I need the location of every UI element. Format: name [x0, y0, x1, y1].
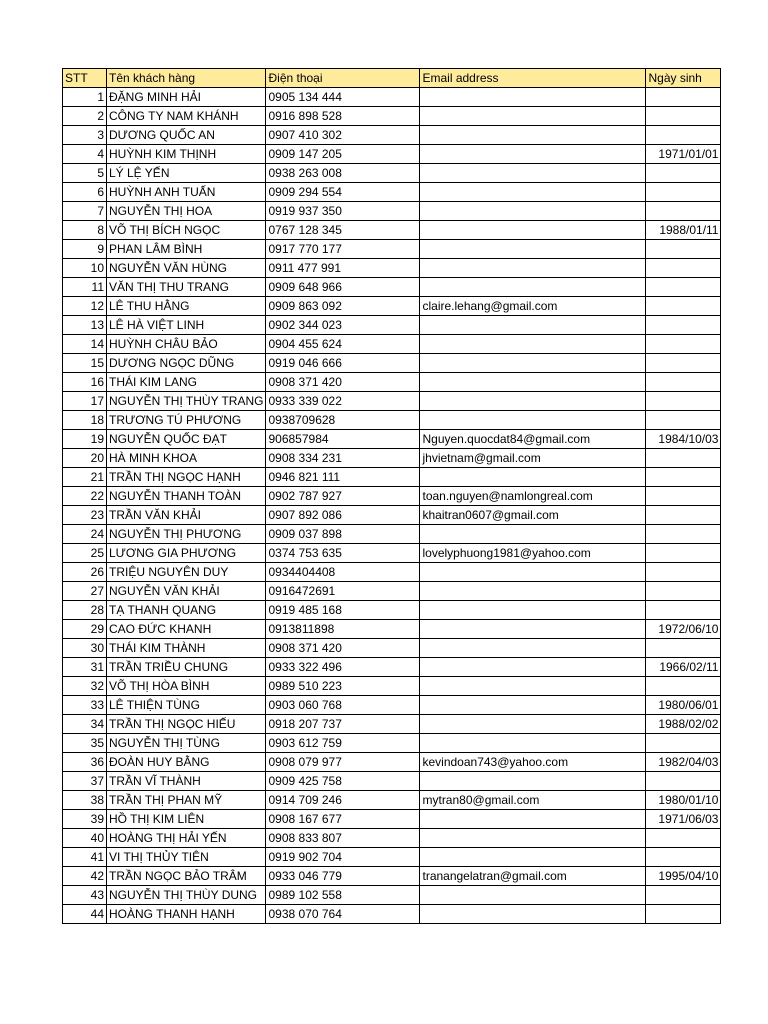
- cell-email[interactable]: [420, 658, 646, 677]
- cell-email[interactable]: [420, 202, 646, 221]
- cell-email[interactable]: [420, 107, 646, 126]
- cell-phone[interactable]: 0934404408: [266, 563, 420, 582]
- cell-stt[interactable]: 32: [63, 677, 107, 696]
- cell-birthdate[interactable]: [646, 107, 721, 126]
- cell-stt[interactable]: 10: [63, 259, 107, 278]
- cell-birthdate[interactable]: [646, 905, 721, 924]
- cell-phone[interactable]: 0908 167 677: [266, 810, 420, 829]
- cell-birthdate[interactable]: [646, 449, 721, 468]
- table-row: [63, 848, 721, 867]
- cell-email[interactable]: mytran80@gmail.com: [420, 791, 646, 810]
- cell-stt[interactable]: 8: [63, 221, 107, 240]
- cell-phone[interactable]: 0908 833 807: [266, 829, 420, 848]
- cell-email[interactable]: [420, 734, 646, 753]
- table-row: [63, 829, 721, 848]
- cell-stt[interactable]: 28: [63, 601, 107, 620]
- cell-birthdate[interactable]: [646, 563, 721, 582]
- cell-phone[interactable]: 0909 648 966: [266, 278, 420, 297]
- cell-stt[interactable]: 19: [63, 430, 107, 449]
- cell-email[interactable]: [420, 620, 646, 639]
- cell-email[interactable]: [420, 259, 646, 278]
- cell-birthdate[interactable]: [646, 411, 721, 430]
- cell-stt[interactable]: 25: [63, 544, 107, 563]
- cell-email[interactable]: tranangelatran@gmail.com: [420, 867, 646, 886]
- table-row: [63, 259, 721, 278]
- header-phone[interactable]: Điện thoại: [266, 69, 420, 88]
- cell-customer-name[interactable]: LƯƠNG GIA PHƯƠNG: [107, 544, 266, 563]
- cell-phone[interactable]: 0917 770 177: [266, 240, 420, 259]
- cell-email[interactable]: [420, 392, 646, 411]
- table-row: [63, 791, 721, 810]
- cell-phone[interactable]: 0904 455 624: [266, 335, 420, 354]
- cell-phone[interactable]: 0919 937 350: [266, 202, 420, 221]
- cell-email[interactable]: [420, 905, 646, 924]
- header-row: [63, 69, 721, 88]
- cell-birthdate[interactable]: [646, 544, 721, 563]
- cell-phone[interactable]: 0907 410 302: [266, 126, 420, 145]
- cell-email[interactable]: [420, 354, 646, 373]
- table-row: [63, 715, 721, 734]
- table-row: [63, 392, 721, 411]
- cell-stt[interactable]: 26: [63, 563, 107, 582]
- cell-phone[interactable]: 0916 898 528: [266, 107, 420, 126]
- table-row: [63, 145, 721, 164]
- cell-phone[interactable]: 0938 263 008: [266, 164, 420, 183]
- cell-stt[interactable]: 1: [63, 88, 107, 107]
- cell-customer-name[interactable]: CAO ĐỨC KHANH: [107, 620, 266, 639]
- cell-birthdate[interactable]: 1988/02/02: [646, 715, 721, 734]
- cell-birthdate[interactable]: [646, 601, 721, 620]
- table-row: [63, 430, 721, 449]
- cell-phone[interactable]: 0919 046 666: [266, 354, 420, 373]
- table-row: [63, 601, 721, 620]
- cell-phone[interactable]: 0946 821 111: [266, 468, 420, 487]
- cell-phone[interactable]: 0909 147 205: [266, 145, 420, 164]
- cell-phone[interactable]: 0913811898: [266, 620, 420, 639]
- cell-customer-name[interactable]: THÁI KIM LANG: [107, 373, 266, 392]
- cell-birthdate[interactable]: [646, 829, 721, 848]
- table-row: [63, 677, 721, 696]
- cell-birthdate[interactable]: [646, 487, 721, 506]
- cell-customer-name[interactable]: NGUYỄN THỊ TÙNG: [107, 734, 266, 753]
- cell-email[interactable]: [420, 848, 646, 867]
- cell-email[interactable]: [420, 886, 646, 905]
- cell-customer-name[interactable]: NGUYỄN THỊ HOA: [107, 202, 266, 221]
- cell-phone[interactable]: 0908 371 420: [266, 373, 420, 392]
- cell-birthdate[interactable]: 1980/01/10: [646, 791, 721, 810]
- cell-phone[interactable]: 0907 892 086: [266, 506, 420, 525]
- cell-customer-name[interactable]: TRẦN THỊ NGỌC HẠNH: [107, 468, 266, 487]
- cell-email[interactable]: [420, 88, 646, 107]
- cell-customer-name[interactable]: NGUYỄN THANH TOÀN: [107, 487, 266, 506]
- cell-stt[interactable]: 4: [63, 145, 107, 164]
- cell-customer-name[interactable]: HOÀNG THỊ HẢI YẾN: [107, 829, 266, 848]
- cell-email[interactable]: [420, 221, 646, 240]
- cell-customer-name[interactable]: NGUYỄN THỊ THÙY DUNG: [107, 886, 266, 905]
- cell-birthdate[interactable]: [646, 297, 721, 316]
- cell-phone[interactable]: 0902 344 023: [266, 316, 420, 335]
- cell-stt[interactable]: 39: [63, 810, 107, 829]
- cell-birthdate[interactable]: 1971/06/03: [646, 810, 721, 829]
- cell-phone[interactable]: 0908 334 231: [266, 449, 420, 468]
- cell-phone[interactable]: 0902 787 927: [266, 487, 420, 506]
- cell-customer-name[interactable]: VÕ THỊ HÒA BÌNH: [107, 677, 266, 696]
- table-row: [63, 316, 721, 335]
- header-customer-name[interactable]: Tên khách hàng: [107, 69, 266, 88]
- table-row: [63, 544, 721, 563]
- cell-phone[interactable]: 906857984: [266, 430, 420, 449]
- table-row: [63, 867, 721, 886]
- cell-customer-name[interactable]: TRẦN VĨ THÀNH: [107, 772, 266, 791]
- table-row: [63, 886, 721, 905]
- cell-birthdate[interactable]: [646, 734, 721, 753]
- cell-stt[interactable]: 38: [63, 791, 107, 810]
- cell-customer-name[interactable]: HUỲNH ANH TUẤN: [107, 183, 266, 202]
- header-email[interactable]: Email address: [420, 69, 646, 88]
- table-row: [63, 734, 721, 753]
- cell-stt[interactable]: 16: [63, 373, 107, 392]
- table-row: [63, 696, 721, 715]
- cell-customer-name[interactable]: TRIỆU NGUYÊN DUY: [107, 563, 266, 582]
- cell-stt[interactable]: 36: [63, 753, 107, 772]
- cell-birthdate[interactable]: [646, 525, 721, 544]
- table-row: [63, 411, 721, 430]
- cell-birthdate[interactable]: [646, 202, 721, 221]
- cell-email[interactable]: claire.lehang@gmail.com: [420, 297, 646, 316]
- cell-email[interactable]: [420, 829, 646, 848]
- cell-customer-name[interactable]: TRẦN TRIỀU CHUNG: [107, 658, 266, 677]
- cell-birthdate[interactable]: [646, 354, 721, 373]
- cell-phone[interactable]: 0903 060 768: [266, 696, 420, 715]
- cell-stt[interactable]: 3: [63, 126, 107, 145]
- cell-email[interactable]: [420, 145, 646, 164]
- table-row: [63, 373, 721, 392]
- cell-customer-name[interactable]: NGUYỄN VĂN KHẢI: [107, 582, 266, 601]
- cell-birthdate[interactable]: [646, 373, 721, 392]
- table-body: [63, 88, 721, 924]
- cell-customer-name[interactable]: NGUYỄN VĂN HÙNG: [107, 259, 266, 278]
- cell-birthdate[interactable]: [646, 164, 721, 183]
- cell-email[interactable]: [420, 468, 646, 487]
- cell-customer-name[interactable]: HOÀNG THANH HẠNH: [107, 905, 266, 924]
- cell-customer-name[interactable]: TẠ THANH QUANG: [107, 601, 266, 620]
- header-birthdate[interactable]: Ngày sinh: [646, 69, 721, 88]
- table-row: [63, 506, 721, 525]
- cell-customer-name[interactable]: DƯƠNG NGỌC DŨNG: [107, 354, 266, 373]
- cell-email[interactable]: [420, 810, 646, 829]
- cell-stt[interactable]: 17: [63, 392, 107, 411]
- cell-stt[interactable]: 20: [63, 449, 107, 468]
- cell-phone[interactable]: 0933 322 496: [266, 658, 420, 677]
- cell-email[interactable]: [420, 126, 646, 145]
- cell-phone[interactable]: 0989 510 223: [266, 677, 420, 696]
- cell-birthdate[interactable]: [646, 316, 721, 335]
- cell-stt[interactable]: 42: [63, 867, 107, 886]
- cell-phone[interactable]: 0919 485 168: [266, 601, 420, 620]
- cell-customer-name[interactable]: HUỲNH KIM THỊNH: [107, 145, 266, 164]
- cell-customer-name[interactable]: CÔNG TY NAM KHÁNH: [107, 107, 266, 126]
- cell-email[interactable]: [420, 240, 646, 259]
- cell-email[interactable]: kevindoan743@yahoo.com: [420, 753, 646, 772]
- cell-stt[interactable]: 22: [63, 487, 107, 506]
- cell-email[interactable]: Nguyen.quocdat84@gmail.com: [420, 430, 646, 449]
- cell-stt[interactable]: 18: [63, 411, 107, 430]
- cell-birthdate[interactable]: [646, 506, 721, 525]
- table-row: [63, 905, 721, 924]
- cell-customer-name[interactable]: NGUYỄN THỊ THÙY TRANG: [107, 392, 266, 411]
- cell-birthdate[interactable]: [646, 582, 721, 601]
- cell-customer-name[interactable]: THÁI KIM THÀNH: [107, 639, 266, 658]
- cell-birthdate[interactable]: [646, 335, 721, 354]
- cell-stt[interactable]: 15: [63, 354, 107, 373]
- cell-phone[interactable]: 0909 863 092: [266, 297, 420, 316]
- cell-phone[interactable]: 0911 477 991: [266, 259, 420, 278]
- cell-phone[interactable]: 0903 612 759: [266, 734, 420, 753]
- cell-stt[interactable]: 21: [63, 468, 107, 487]
- cell-birthdate[interactable]: [646, 183, 721, 202]
- cell-phone[interactable]: 0933 339 022: [266, 392, 420, 411]
- cell-stt[interactable]: 11: [63, 278, 107, 297]
- table-row: [63, 810, 721, 829]
- cell-phone[interactable]: 0908 371 420: [266, 639, 420, 658]
- cell-birthdate[interactable]: 1972/06/10: [646, 620, 721, 639]
- cell-birthdate[interactable]: [646, 677, 721, 696]
- cell-stt[interactable]: 34: [63, 715, 107, 734]
- cell-birthdate[interactable]: [646, 278, 721, 297]
- cell-stt[interactable]: 29: [63, 620, 107, 639]
- cell-birthdate[interactable]: [646, 468, 721, 487]
- cell-customer-name[interactable]: VÕ THỊ BÍCH NGỌC: [107, 221, 266, 240]
- cell-email[interactable]: [420, 335, 646, 354]
- cell-email[interactable]: [420, 183, 646, 202]
- cell-birthdate[interactable]: [646, 240, 721, 259]
- cell-phone[interactable]: 0938 070 764: [266, 905, 420, 924]
- table-row: [63, 202, 721, 221]
- cell-customer-name[interactable]: LÊ HÀ VIỆT LINH: [107, 316, 266, 335]
- cell-phone[interactable]: 0909 425 758: [266, 772, 420, 791]
- cell-email[interactable]: jhvietnam@gmail.com: [420, 449, 646, 468]
- cell-birthdate[interactable]: 1984/10/03: [646, 430, 721, 449]
- cell-stt[interactable]: 35: [63, 734, 107, 753]
- table-row: [63, 354, 721, 373]
- cell-customer-name[interactable]: LÊ THIỆN TÙNG: [107, 696, 266, 715]
- cell-email[interactable]: [420, 601, 646, 620]
- cell-email[interactable]: [420, 563, 646, 582]
- cell-email[interactable]: [420, 411, 646, 430]
- cell-birthdate[interactable]: 1966/02/11: [646, 658, 721, 677]
- cell-customer-name[interactable]: ĐOÀN HUY BẰNG: [107, 753, 266, 772]
- cell-customer-name[interactable]: DƯƠNG QUỐC AN: [107, 126, 266, 145]
- cell-phone[interactable]: 0918 207 737: [266, 715, 420, 734]
- cell-stt[interactable]: 41: [63, 848, 107, 867]
- cell-email[interactable]: [420, 696, 646, 715]
- cell-birthdate[interactable]: 1971/01/01: [646, 145, 721, 164]
- cell-customer-name[interactable]: HUỲNH CHÂU BẢO: [107, 335, 266, 354]
- cell-stt[interactable]: 37: [63, 772, 107, 791]
- cell-birthdate[interactable]: 1988/01/11: [646, 221, 721, 240]
- cell-email[interactable]: [420, 772, 646, 791]
- cell-email[interactable]: [420, 525, 646, 544]
- cell-stt[interactable]: 24: [63, 525, 107, 544]
- cell-email[interactable]: [420, 582, 646, 601]
- cell-customer-name[interactable]: NGUYỄN THỊ PHƯƠNG: [107, 525, 266, 544]
- cell-stt[interactable]: 12: [63, 297, 107, 316]
- cell-stt[interactable]: 40: [63, 829, 107, 848]
- table-row: [63, 335, 721, 354]
- table-row: [63, 582, 721, 601]
- table-row: [63, 468, 721, 487]
- header-stt[interactable]: STT: [63, 69, 107, 88]
- table-row: [63, 221, 721, 240]
- cell-birthdate[interactable]: [646, 259, 721, 278]
- cell-email[interactable]: [420, 164, 646, 183]
- cell-email[interactable]: [420, 715, 646, 734]
- table-row: [63, 88, 721, 107]
- cell-birthdate[interactable]: [646, 772, 721, 791]
- cell-customer-name[interactable]: LÝ LỆ YẾN: [107, 164, 266, 183]
- table-row: [63, 620, 721, 639]
- cell-birthdate[interactable]: [646, 848, 721, 867]
- cell-stt[interactable]: 7: [63, 202, 107, 221]
- cell-email[interactable]: toan.nguyen@namlongreal.com: [420, 487, 646, 506]
- cell-phone[interactable]: 0938709628: [266, 411, 420, 430]
- table-row: [63, 126, 721, 145]
- table-row: [63, 183, 721, 202]
- cell-birthdate[interactable]: [646, 392, 721, 411]
- cell-phone[interactable]: 0767 128 345: [266, 221, 420, 240]
- cell-stt[interactable]: 23: [63, 506, 107, 525]
- cell-phone[interactable]: 0933 046 779: [266, 867, 420, 886]
- cell-email[interactable]: [420, 639, 646, 658]
- cell-stt[interactable]: 33: [63, 696, 107, 715]
- cell-customer-name[interactable]: LÊ THU HẰNG: [107, 297, 266, 316]
- cell-birthdate[interactable]: [646, 639, 721, 658]
- cell-email[interactable]: [420, 316, 646, 335]
- cell-phone[interactable]: 0916472691: [266, 582, 420, 601]
- cell-stt[interactable]: 14: [63, 335, 107, 354]
- cell-customer-name[interactable]: ĐẶNG MINH HẢI: [107, 88, 266, 107]
- cell-customer-name[interactable]: TRẦN VĂN KHẢI: [107, 506, 266, 525]
- table-row: [63, 772, 721, 791]
- table-row: [63, 297, 721, 316]
- cell-birthdate[interactable]: 1982/04/03: [646, 753, 721, 772]
- cell-stt[interactable]: 5: [63, 164, 107, 183]
- table-row: [63, 639, 721, 658]
- cell-stt[interactable]: 13: [63, 316, 107, 335]
- cell-phone[interactable]: 0919 902 704: [266, 848, 420, 867]
- cell-stt[interactable]: 9: [63, 240, 107, 259]
- cell-customer-name[interactable]: HÀ MINH KHOA: [107, 449, 266, 468]
- table-row: [63, 107, 721, 126]
- cell-customer-name[interactable]: PHAN LÂM BÌNH: [107, 240, 266, 259]
- cell-stt[interactable]: 31: [63, 658, 107, 677]
- cell-customer-name[interactable]: VI THỊ THỦY TIÊN: [107, 848, 266, 867]
- cell-birthdate[interactable]: [646, 886, 721, 905]
- table-row: [63, 278, 721, 297]
- cell-stt[interactable]: 6: [63, 183, 107, 202]
- cell-phone[interactable]: 0908 079 977: [266, 753, 420, 772]
- table-row: [63, 164, 721, 183]
- cell-email[interactable]: [420, 373, 646, 392]
- table-row: [63, 449, 721, 468]
- cell-customer-name[interactable]: HỒ THỊ KIM LIÊN: [107, 810, 266, 829]
- cell-stt[interactable]: 30: [63, 639, 107, 658]
- cell-customer-name[interactable]: TRẦN NGỌC BẢO TRÂM: [107, 867, 266, 886]
- table-row: [63, 658, 721, 677]
- cell-birthdate[interactable]: [646, 88, 721, 107]
- cell-stt[interactable]: 43: [63, 886, 107, 905]
- cell-phone[interactable]: 0989 102 558: [266, 886, 420, 905]
- table-row: [63, 563, 721, 582]
- cell-phone[interactable]: 0909 294 554: [266, 183, 420, 202]
- cell-email[interactable]: khaitran0607@gmail.com: [420, 506, 646, 525]
- cell-email[interactable]: [420, 278, 646, 297]
- cell-birthdate[interactable]: 1980/06/01: [646, 696, 721, 715]
- cell-stt[interactable]: 44: [63, 905, 107, 924]
- cell-phone[interactable]: 0909 037 898: [266, 525, 420, 544]
- cell-email[interactable]: lovelyphuong1981@yahoo.com: [420, 544, 646, 563]
- cell-phone[interactable]: 0914 709 246: [266, 791, 420, 810]
- cell-phone[interactable]: 0905 134 444: [266, 88, 420, 107]
- cell-customer-name[interactable]: NGUYỄN QUỐC ĐẠT: [107, 430, 266, 449]
- cell-customer-name[interactable]: TRƯƠNG TÚ PHƯƠNG: [107, 411, 266, 430]
- cell-birthdate[interactable]: [646, 126, 721, 145]
- cell-birthdate[interactable]: 1995/04/10: [646, 867, 721, 886]
- cell-customer-name[interactable]: TRẦN THỊ NGỌC HIẾU: [107, 715, 266, 734]
- table-row: [63, 753, 721, 772]
- table-row: [63, 240, 721, 259]
- cell-customer-name[interactable]: VĂN THỊ THU TRANG: [107, 278, 266, 297]
- cell-stt[interactable]: 27: [63, 582, 107, 601]
- table-row: [63, 487, 721, 506]
- cell-email[interactable]: [420, 677, 646, 696]
- table-row: [63, 525, 721, 544]
- customer-table: [62, 68, 721, 924]
- cell-customer-name[interactable]: TRẦN THỊ PHAN MỸ: [107, 791, 266, 810]
- cell-phone[interactable]: 0374 753 635: [266, 544, 420, 563]
- cell-stt[interactable]: 2: [63, 107, 107, 126]
